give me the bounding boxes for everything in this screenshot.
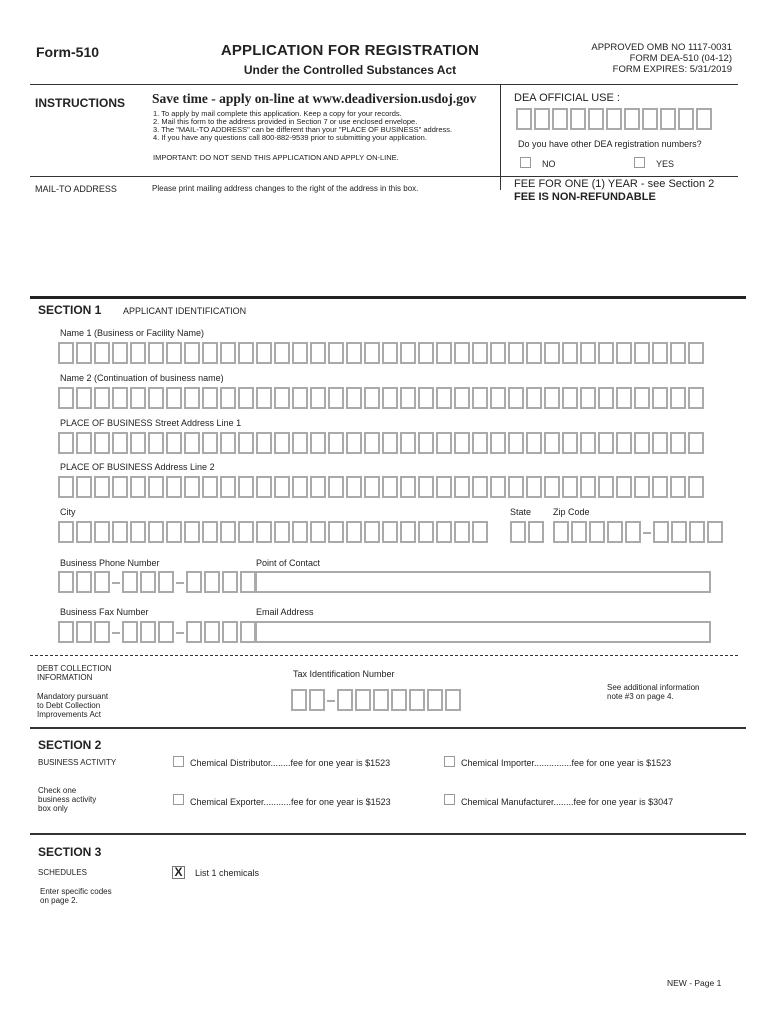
importer-checkbox[interactable] bbox=[444, 756, 455, 767]
fax-label: Business Fax Number bbox=[60, 607, 149, 617]
debt-label: DEBT COLLECTION INFORMATION bbox=[37, 664, 112, 682]
distributor-label: Chemical Distributor........fee for one year is $1523 bbox=[190, 758, 391, 768]
instructions-item-1: 1. To apply by mail complete this application. Keep a copy for your records. bbox=[153, 109, 402, 118]
omb-info: APPROVED OMB NO 1117-0031 FORM DEA-510 (04-12) FORM EXPIRES: 5/31/2019 bbox=[591, 42, 732, 75]
address2-label: PLACE OF BUSINESS Address Line 2 bbox=[60, 462, 215, 472]
mail-rule bbox=[30, 176, 738, 177]
phone-label: Business Phone Number bbox=[60, 558, 160, 568]
yes-label: YES bbox=[656, 159, 675, 169]
section3-rule bbox=[30, 833, 746, 835]
debt-rule bbox=[30, 655, 738, 656]
no-label: NO bbox=[542, 159, 556, 169]
importer-label: Chemical Importer...............fee for one year is $1523 bbox=[461, 758, 672, 768]
section1-rule bbox=[30, 296, 746, 299]
phone-input[interactable] bbox=[58, 571, 258, 593]
section2-title: SECTION 2 bbox=[38, 738, 102, 752]
section2-check-note: Check one business activity box only bbox=[38, 786, 97, 813]
name1-input[interactable] bbox=[58, 342, 706, 364]
section3-title: SECTION 3 bbox=[38, 845, 102, 859]
zip-input[interactable] bbox=[553, 521, 725, 543]
other-registration-question: Do you have other DEA registration numbers? bbox=[518, 139, 702, 149]
section2-rule bbox=[30, 727, 746, 729]
fee-line-2: FEE IS NON-REFUNDABLE bbox=[514, 191, 656, 203]
list1-checkbox[interactable]: X bbox=[172, 866, 185, 879]
state-input[interactable] bbox=[510, 521, 546, 543]
email-input[interactable] bbox=[255, 621, 711, 643]
header-rule bbox=[30, 84, 738, 85]
instructions-headline: Save time - apply on-line at www.deadiversion.usdoj.gov bbox=[152, 91, 477, 106]
section3-enter-note: Enter specific codes on page 2. bbox=[40, 887, 112, 905]
email-label: Email Address bbox=[256, 607, 314, 617]
exporter-checkbox[interactable] bbox=[173, 794, 184, 805]
form-title: APPLICATION FOR REGISTRATION bbox=[220, 42, 480, 59]
yes-checkbox[interactable] bbox=[634, 157, 645, 168]
zip-label: Zip Code bbox=[553, 507, 590, 517]
debt-note: Mandatory pursuant to Debt Collection Improvements Act bbox=[37, 692, 109, 719]
mail-to-label: MAIL-TO ADDRESS bbox=[35, 184, 117, 194]
manufacturer-label: Chemical Manufacturer........fee for one year is $3047 bbox=[461, 797, 674, 807]
contact-input[interactable] bbox=[255, 571, 711, 593]
exporter-label: Chemical Exporter...........fee for one year is $1523 bbox=[190, 797, 391, 807]
tin-label: Tax Identification Number bbox=[293, 669, 395, 679]
fax-input[interactable] bbox=[58, 621, 258, 643]
instructions-label: INSTRUCTIONS bbox=[35, 96, 125, 110]
city-label: City bbox=[60, 507, 76, 517]
instructions-item-2: 2. Mail this form to the address provided in Section 7 or use enclosed envelope. bbox=[153, 117, 418, 126]
distributor-checkbox[interactable] bbox=[173, 756, 184, 767]
name2-input[interactable] bbox=[58, 387, 706, 409]
name2-label: Name 2 (Continuation of business name) bbox=[60, 373, 224, 383]
section1-title: SECTION 1 bbox=[38, 303, 102, 317]
instructions-item-4: 4. If you have any questions call 800-882-9539 prior to submitting your application. bbox=[153, 133, 427, 142]
address1-label: PLACE OF BUSINESS Street Address Line 1 bbox=[60, 418, 242, 428]
form-id: Form-510 bbox=[36, 44, 100, 60]
page-number: NEW - Page 1 bbox=[667, 978, 722, 988]
form-subtitle: Under the Controlled Substances Act bbox=[243, 63, 457, 77]
section3-subtitle: SCHEDULES bbox=[38, 868, 87, 877]
section1-subtitle: APPLICANT IDENTIFICATION bbox=[123, 306, 247, 316]
official-use-label: DEA OFFICIAL USE : bbox=[514, 92, 620, 104]
instructions-item-3: 3. The "MAIL-TO ADDRESS" can be different than your "PLACE OF BUSINESS" address. bbox=[153, 125, 453, 134]
mail-to-text: Please print mailing address changes to the right of the address in this box. bbox=[152, 184, 419, 193]
name1-label: Name 1 (Business or Facility Name) bbox=[60, 328, 205, 338]
tin-input[interactable] bbox=[291, 689, 463, 711]
address1-input[interactable] bbox=[58, 432, 706, 454]
fee-line-1: FEE FOR ONE (1) YEAR - see Section 2 bbox=[514, 178, 715, 190]
debt-see-note: See additional information note #3 on page 4. bbox=[607, 683, 700, 701]
contact-label: Point of Contact bbox=[256, 558, 321, 568]
official-divider bbox=[500, 84, 501, 190]
manufacturer-checkbox[interactable] bbox=[444, 794, 455, 805]
instructions-important: IMPORTANT: DO NOT SEND THIS APPLICATION AND APPLY ON-LINE. bbox=[153, 153, 399, 162]
section2-subtitle: BUSINESS ACTIVITY bbox=[38, 758, 117, 767]
no-checkbox[interactable] bbox=[520, 157, 531, 168]
list1-label: List 1 chemicals bbox=[195, 868, 260, 878]
city-input[interactable] bbox=[58, 521, 490, 543]
state-label: State bbox=[510, 507, 532, 517]
address2-input[interactable] bbox=[58, 476, 706, 498]
official-use-boxes bbox=[516, 108, 714, 130]
